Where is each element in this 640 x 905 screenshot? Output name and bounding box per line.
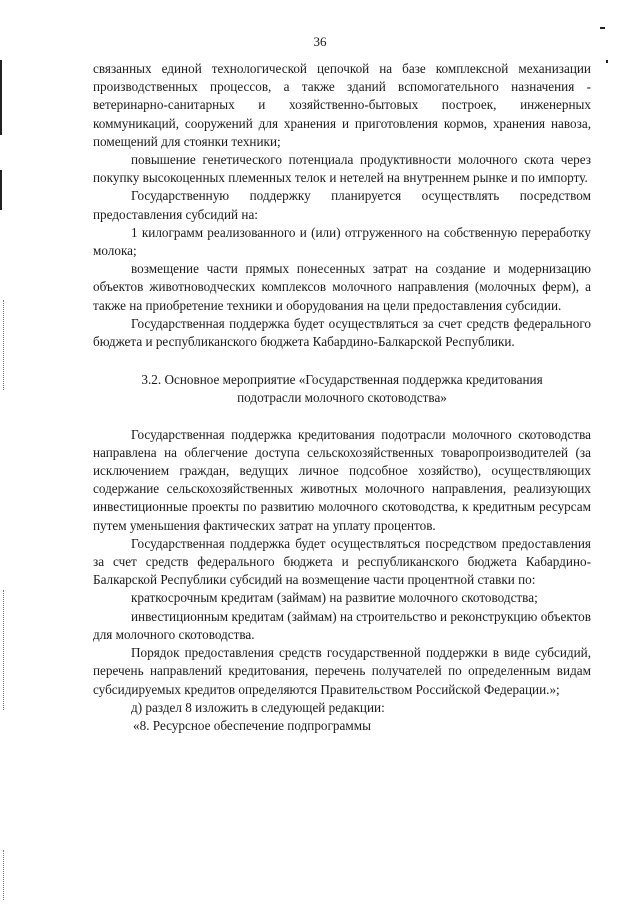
paragraph: связанных единой технологической цепочкой на базе комплексной механизации производственных процессов, а также зданий вспомогательного назначения - ветеринарно-санитарных и хозяйственно-бытовых построек, инженерных коммуникаций, сооружений для хранения и приготовления кормов, хранения навоза, помещений для стоянки техники; bbox=[93, 61, 591, 149]
paragraph: Государственная поддержка будет осуществляться посредством предоставления за счет средств федерального бюджета и республиканского бюджета Кабардино-Балкарской Республики субсидий на возмещение части процентной ставки по: bbox=[93, 535, 591, 588]
scan-edge-dots bbox=[3, 590, 7, 710]
paragraph: д) раздел 8 изложить в следующей редакции: bbox=[131, 699, 385, 715]
scan-mark bbox=[0, 60, 2, 135]
section-heading-line: подотрасли молочного скотоводства» bbox=[237, 390, 447, 406]
paragraph: инвестиционным кредитам (займам) на строительство и реконструкцию объектов для молочного скотоводства. bbox=[93, 608, 591, 642]
subsection-heading: «8. Ресурсное обеспечение подпрограммы bbox=[133, 717, 371, 733]
paragraph: Государственная поддержка кредитования подотрасли молочного скотоводства направлена на облегчение доступа сельскохозяйственных товаропроизводителей (за исключением граждан, ведущих личное подсобное хозяйство), осуществляющих содержание сельскохозяйственных животных молочного направления, реализующих инвестиционные проекты по развитию молочного скотоводства, к кредитным ресурсам путем уменьшения фактических затрат на уплату процентов. bbox=[93, 426, 591, 533]
section-heading bbox=[93, 371, 591, 407]
page-number: 36 bbox=[313, 34, 327, 49]
paragraph: 1 килограмм реализованного и (или) отгруженного на собственную переработку молока; bbox=[93, 224, 591, 259]
section-heading-line: 3.2. Основное мероприятие «Государственная поддержка кредитования bbox=[141, 372, 543, 388]
paragraph: повышение генетического потенциала продуктивности молочного скота через покупку высокоценных племенных телок и нетелей на внутреннем рынке и по импорту. bbox=[93, 152, 591, 186]
scan-mark bbox=[0, 170, 2, 210]
scan-mark bbox=[606, 60, 608, 63]
paragraph: Государственную поддержку планируется осуществлять посредством предоставления субсидий на: bbox=[93, 188, 591, 222]
paragraph: Порядок предоставления средств государственной поддержки в виде субсидий, перечень направлений кредитования, перечень получателей по определенным видам субсидируемых кредитов определяются Правительством Российской Федерации.»; bbox=[93, 645, 591, 697]
paragraph: краткосрочным кредитам (займам) на развитие молочного скотоводства; bbox=[131, 590, 538, 606]
scan-edge-dots bbox=[3, 850, 7, 900]
scan-edge-dots bbox=[3, 300, 7, 390]
paragraph: возмещение части прямых понесенных затрат на создание и модернизацию объектов животноводческих комплексов молочного направления (молочных ферм), а также на приобретение техники и оборудования на цели предоставления субсидии. bbox=[93, 261, 591, 313]
paragraph: Государственная поддержка будет осуществляться за счет средств федерального бюджета и республиканского бюджета Кабардино-Балкарской Республики. bbox=[93, 315, 591, 350]
document-body bbox=[93, 60, 591, 735]
scan-mark bbox=[600, 27, 605, 29]
